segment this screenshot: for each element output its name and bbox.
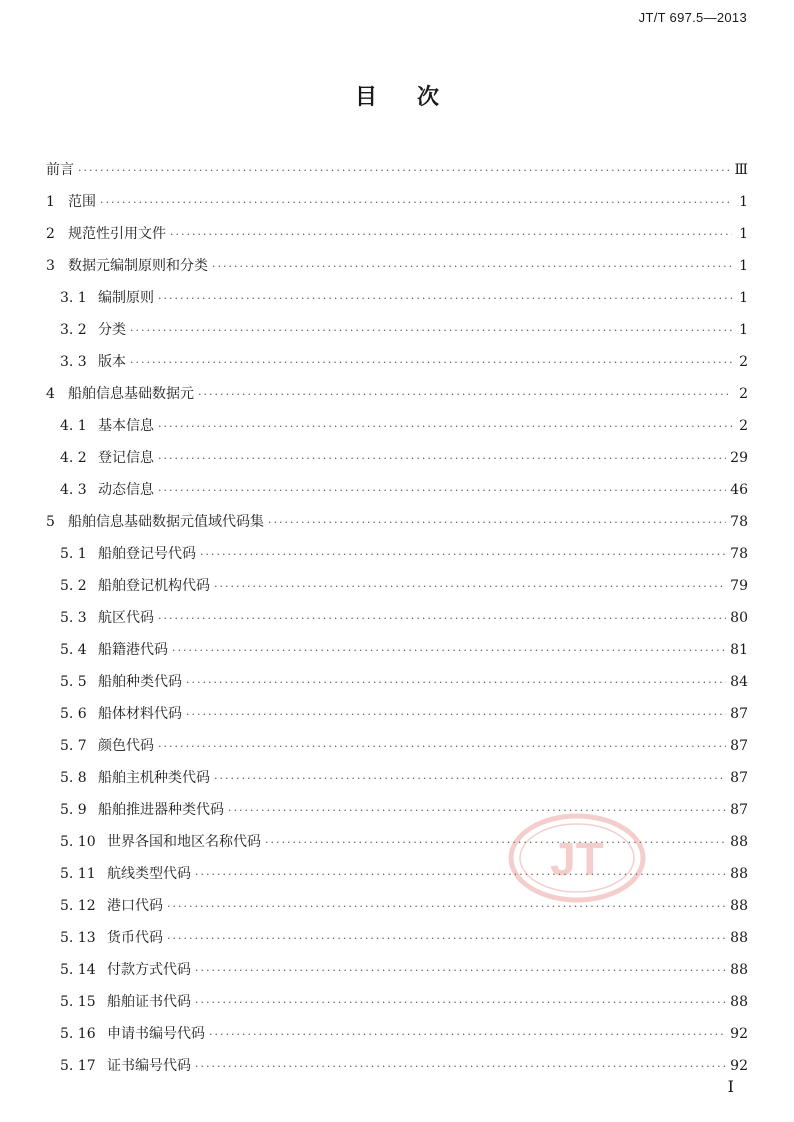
toc-entry[interactable] xyxy=(46,346,748,378)
toc-entry-label: 动态信息 xyxy=(98,482,154,498)
toc-leader-dots xyxy=(158,603,726,635)
toc-entry-label: 船舶主机种类代码 xyxy=(98,770,210,786)
toc-entry-page: 1 xyxy=(739,194,748,210)
toc-entry[interactable] xyxy=(46,570,748,602)
toc-entry[interactable] xyxy=(46,634,748,666)
toc-leader-dots xyxy=(268,507,726,539)
toc-leader-dots xyxy=(212,251,732,283)
toc-entry-number: 5. 8 xyxy=(60,770,87,786)
toc-entry-page: 78 xyxy=(730,546,748,562)
toc-leader-dots xyxy=(158,411,732,443)
toc-leader-dots xyxy=(198,379,732,411)
toc-entry-number: 5. 4 xyxy=(60,642,87,658)
toc-entry-label: 船舶推进器种类代码 xyxy=(98,802,224,818)
toc-entry-number: 3. 1 xyxy=(60,290,87,306)
toc-entry[interactable] xyxy=(46,730,748,762)
toc-entry-page: 1 xyxy=(739,290,748,306)
toc-entry-label: 航线类型代码 xyxy=(107,866,191,882)
toc-leader-dots xyxy=(228,795,726,827)
toc-entry[interactable] xyxy=(46,954,748,986)
toc-entry[interactable] xyxy=(46,1018,748,1050)
toc-entry-page: 88 xyxy=(730,994,748,1010)
toc-leader-dots xyxy=(167,923,726,955)
toc-entry[interactable] xyxy=(46,378,748,410)
toc-entry[interactable] xyxy=(46,154,748,186)
toc-entry-number: 5. 1 xyxy=(60,546,87,562)
toc-entry-number: 5. 14 xyxy=(60,962,96,978)
toc-entry-label: 证书编号代码 xyxy=(107,1058,191,1074)
page-folio: I xyxy=(727,1077,734,1096)
toc-entry-page: 2 xyxy=(739,418,748,434)
toc-entry-label: 船舶证书代码 xyxy=(107,994,191,1010)
toc-entry-number: 3. 2 xyxy=(60,322,87,338)
toc-entry-label: 船体材料代码 xyxy=(98,706,182,722)
toc-entry[interactable] xyxy=(46,314,748,346)
toc-entry-number: 5. 13 xyxy=(60,930,96,946)
toc-entry-number: 3. 3 xyxy=(60,354,87,370)
toc-entry-number: 4. 3 xyxy=(60,482,87,498)
toc-entry-label: 登记信息 xyxy=(98,450,154,466)
toc-entry-label: 船舶信息基础数据元 xyxy=(68,386,194,402)
toc-entry-page: 1 xyxy=(739,258,748,274)
toc-entry-page: 2 xyxy=(739,386,748,402)
toc-leader-dots xyxy=(170,219,732,251)
toc-entry[interactable] xyxy=(46,762,748,794)
jt-watermark-seal xyxy=(507,812,647,904)
toc-entry-label: 颜色代码 xyxy=(98,738,154,754)
toc-entry-number: 5. 17 xyxy=(60,1058,96,1074)
toc-entry-label: 编制原则 xyxy=(98,290,154,306)
toc-entry-label: 船舶种类代码 xyxy=(98,674,182,690)
toc-entry-label: 港口代码 xyxy=(107,898,163,914)
toc-entry-label: 数据元编制原则和分类 xyxy=(68,258,208,274)
toc-entry-label: 规范性引用文件 xyxy=(68,226,166,242)
toc-entry-number: 5 xyxy=(46,514,55,530)
toc-leader-dots xyxy=(209,1019,726,1051)
toc-entry-page: 81 xyxy=(730,642,748,658)
toc-entry-label: 航区代码 xyxy=(98,610,154,626)
toc-entry[interactable] xyxy=(46,922,748,954)
toc-entry[interactable] xyxy=(46,250,748,282)
toc-entry[interactable] xyxy=(46,474,748,506)
toc-leader-dots xyxy=(158,283,732,315)
toc-entry-page: 88 xyxy=(730,898,748,914)
title-char-2: 次 xyxy=(417,85,440,110)
toc-entry-page: 78 xyxy=(730,514,748,530)
toc-entry-number: 5. 5 xyxy=(60,674,87,690)
toc-entry-number: 5. 16 xyxy=(60,1026,96,1042)
toc-entry[interactable] xyxy=(46,698,748,730)
toc-leader-dots xyxy=(214,763,726,795)
toc-leader-dots xyxy=(172,635,726,667)
toc-entry-page: 84 xyxy=(730,674,748,690)
toc-entry-page: 80 xyxy=(730,610,748,626)
toc-entry-page: 88 xyxy=(730,962,748,978)
toc-leader-dots xyxy=(186,667,726,699)
toc-entry[interactable] xyxy=(46,538,748,570)
toc-entry-number: 1 xyxy=(46,194,55,210)
toc-entry[interactable] xyxy=(46,282,748,314)
toc-leader-dots xyxy=(186,699,726,731)
toc-leader-dots xyxy=(158,731,726,763)
toc-entry-page: 1 xyxy=(739,322,748,338)
toc-leader-dots xyxy=(265,827,726,859)
toc-entry[interactable] xyxy=(46,506,748,538)
toc-entry[interactable] xyxy=(46,442,748,474)
toc-entry-label: 前言 xyxy=(46,162,74,178)
toc-entry-number: 3 xyxy=(46,258,55,274)
toc-entry[interactable] xyxy=(46,1050,748,1082)
toc-entry-label: 付款方式代码 xyxy=(107,962,191,978)
toc-entry-page: 88 xyxy=(730,930,748,946)
toc-entry-number: 5. 3 xyxy=(60,610,87,626)
toc-entry-page: 92 xyxy=(730,1058,748,1074)
toc-entry-label: 基本信息 xyxy=(98,418,154,434)
toc-entry-number: 5. 6 xyxy=(60,706,87,722)
toc-entry-page: 87 xyxy=(730,738,748,754)
toc-entry-page: 29 xyxy=(730,450,748,466)
toc-entry[interactable] xyxy=(46,602,748,634)
toc-leader-dots xyxy=(130,347,732,379)
toc-entry[interactable] xyxy=(46,186,748,218)
standard-code: JT/T 697.5—2013 xyxy=(638,10,747,25)
watermark-text: JT xyxy=(550,833,604,885)
toc-leader-dots xyxy=(200,539,726,571)
page-title xyxy=(0,80,794,111)
toc-entry-page: 87 xyxy=(730,706,748,722)
toc-entry-page: 1 xyxy=(739,226,748,242)
toc-entry-label: 船舶信息基础数据元值域代码集 xyxy=(68,514,264,530)
toc-leader-dots xyxy=(158,443,726,475)
toc-entry-label: 世界各国和地区名称代码 xyxy=(107,834,261,850)
toc-entry-label: 船舶登记机构代码 xyxy=(98,578,210,594)
toc-entry-page: 87 xyxy=(730,802,748,818)
toc-entry[interactable] xyxy=(46,666,748,698)
toc-leader-dots xyxy=(158,475,726,507)
toc-entry-number: 5. 15 xyxy=(60,994,96,1010)
toc-entry-number: 5. 9 xyxy=(60,802,87,818)
title-char-1: 目 xyxy=(354,85,377,110)
toc-entry-label: 货币代码 xyxy=(107,930,163,946)
toc-entry-page: Ⅲ xyxy=(734,162,748,178)
toc-entry-number: 5. 2 xyxy=(60,578,87,594)
toc-entry-label: 船籍港代码 xyxy=(98,642,168,658)
toc-entry-number: 4. 2 xyxy=(60,450,87,466)
toc-entry-label: 船舶登记号代码 xyxy=(98,546,196,562)
toc-entry-page: 46 xyxy=(730,482,748,498)
toc-entry[interactable] xyxy=(46,218,748,250)
toc-leader-dots xyxy=(100,187,732,219)
toc-entry-page: 88 xyxy=(730,866,748,882)
toc-entry-number: 5. 12 xyxy=(60,898,96,914)
toc-entry-page: 87 xyxy=(730,770,748,786)
toc-leader-dots xyxy=(195,987,726,1019)
toc-entry-number: 4 xyxy=(46,386,55,402)
toc-entry-page: 92 xyxy=(730,1026,748,1042)
toc-entry-page: 2 xyxy=(739,354,748,370)
toc-entry-label: 分类 xyxy=(98,322,126,338)
toc-leader-dots xyxy=(195,955,726,987)
toc-leader-dots xyxy=(195,1051,726,1083)
toc-entry-number: 5. 10 xyxy=(60,834,96,850)
toc-entry-label: 范围 xyxy=(68,194,96,210)
toc-entry[interactable] xyxy=(46,410,748,442)
toc-entry-number: 4. 1 xyxy=(60,418,87,434)
toc-entry[interactable] xyxy=(46,986,748,1018)
toc-entry-page: 79 xyxy=(730,578,748,594)
toc-leader-dots xyxy=(78,155,730,187)
toc-entry-number: 5. 11 xyxy=(60,866,96,882)
toc-leader-dots xyxy=(130,315,732,347)
table-of-contents xyxy=(46,154,748,1082)
toc-entry-number: 2 xyxy=(46,226,55,242)
toc-entry-label: 版本 xyxy=(98,354,126,370)
toc-leader-dots xyxy=(214,571,726,603)
toc-entry-page: 88 xyxy=(730,834,748,850)
toc-entry-number: 5. 7 xyxy=(60,738,87,754)
toc-entry-label: 申请书编号代码 xyxy=(107,1026,205,1042)
